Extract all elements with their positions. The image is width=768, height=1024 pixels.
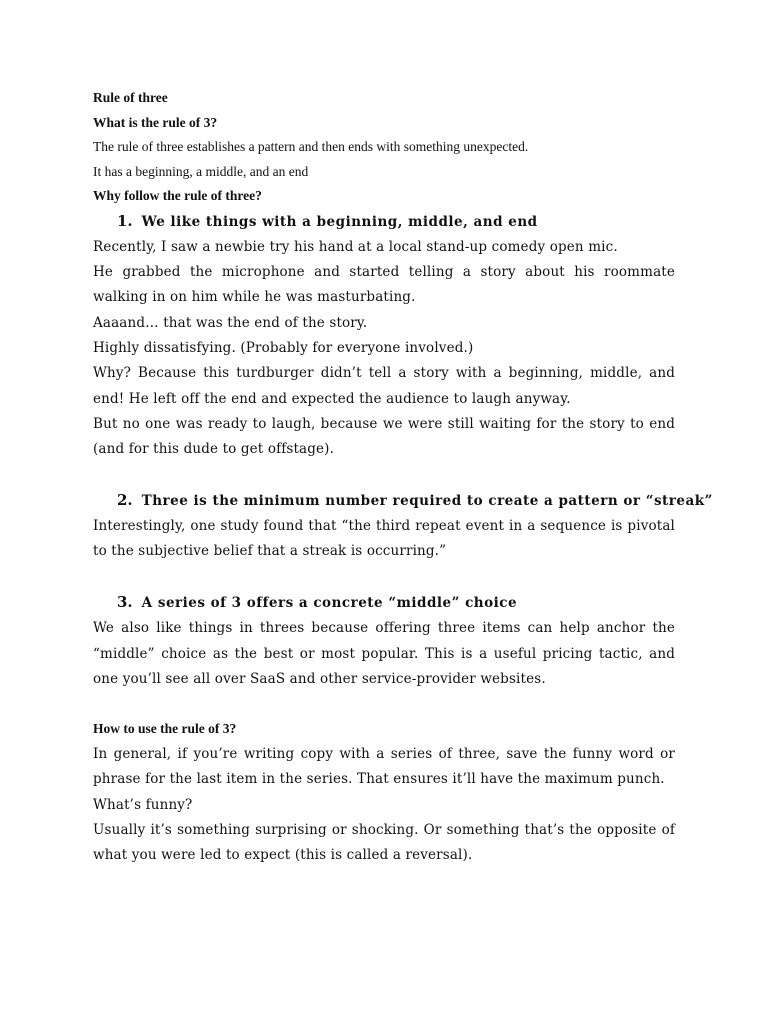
point-heading-text-1: We like things with a beginning, middle, and end: [141, 213, 538, 230]
point1-paragraph: Why? Because this turdburger didn’t tell a story with a beginning, middle, and end! He left off the end and expected the audience to laugh anyway.: [93, 365, 675, 407]
question-how: How to use the rule of 3?: [93, 721, 237, 737]
spacer: [93, 692, 675, 717]
point1-paragraph: He grabbed the microphone and started telling a story about his roommate walking in on him while he was masturbating.: [93, 264, 675, 306]
point-heading-2: [93, 488, 713, 514]
document-body: [93, 86, 713, 868]
definition-line-2: It has a beginning, a middle, and an end: [93, 163, 309, 179]
point2-paragraph: Interestingly, one study found that “the third repeat event in a sequence is pivotal to the subjective belief that a streak is occurring.”: [93, 518, 675, 560]
point1-paragraph: Recently, I saw a newbie try his hand at a local stand-up comedy open mic.: [93, 238, 618, 255]
point1-paragraph: But no one was ready to laugh, because we were still waiting for the story to end (and for this dude to get offstage).: [93, 415, 675, 458]
point-heading-text-3: A series of 3 offers a concrete “middle” choice: [141, 594, 518, 611]
question-what: What is the rule of 3?: [93, 114, 218, 130]
definition-line-1: The rule of three establishes a pattern and then ends with something unexpected.: [93, 139, 529, 154]
question-why: Why follow the rule of three?: [93, 188, 262, 203]
point-number-3: 3.: [117, 592, 133, 611]
point-heading-3: [93, 590, 675, 616]
howto-paragraph: What’s funny?: [93, 796, 193, 813]
point3-paragraph: We also like things in threes because offering three items can help anchor the “middle” choice as the best or most popular. This is a useful pricing tactic, and one you’ll see all over SaaS and other service-provider websites.: [93, 620, 675, 687]
spacer: [93, 462, 675, 487]
howto-paragraph: In general, if you’re writing copy with a series of three, save the funny word or phrase for the last item in the series. That ensures it’ll have the maximum punch.: [93, 745, 675, 788]
document-title: Rule of three: [93, 90, 168, 105]
point1-paragraph: Aaaand… that was the end of the story.: [93, 314, 368, 331]
point-heading-text-2: Three is the minimum number required to create a pattern or “streak”: [141, 492, 713, 509]
point-heading-1: [93, 209, 675, 235]
point1-paragraph: Highly dissatisfying. (Probably for everyone involved.): [93, 339, 474, 356]
point-number-2: 2.: [117, 490, 133, 509]
howto-paragraph: Usually it’s something surprising or shocking. Or something that’s the opposite of what you were led to expect (this is called a reversal).: [93, 821, 675, 864]
point-number-1: 1.: [117, 211, 133, 230]
spacer: [93, 565, 675, 590]
